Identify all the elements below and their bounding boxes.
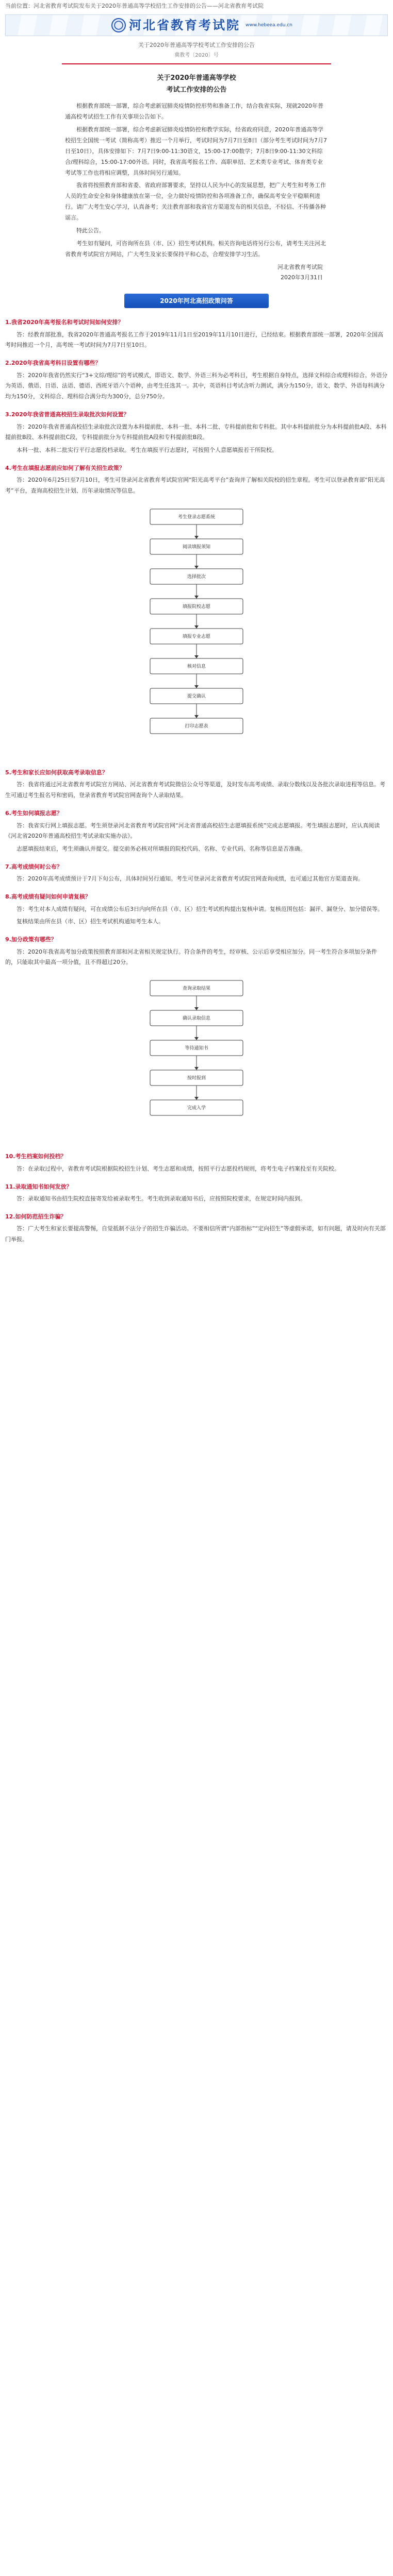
- flow1-arrowhead: [194, 596, 199, 599]
- question: 6.考生如何填报志愿？: [5, 810, 62, 817]
- question: 4.考生在填报志愿前应如何了解有关招生政策？: [5, 465, 125, 472]
- flow1-label: 选择批次: [187, 574, 206, 580]
- answer: 答：2020年高考成绩预计于7月下旬公布，具体时间另行通知。考生可登录河北省教育考试院官网查询成绩，也可通过其他官方渠道查询。: [17, 875, 364, 883]
- breadcrumb: 当前位置：河北省教育考试院发布关于2020年普通高等学校招生工作安排的公告——河北省教育考试院: [0, 0, 393, 12]
- flow2-label: 确认录取信息: [182, 1016, 211, 1022]
- flow1-arrowhead: [194, 685, 199, 688]
- flow1-label: 阅读填报须知: [182, 545, 211, 550]
- signature-date: 2020年3月31日: [281, 274, 323, 281]
- question: 11.录取通知书如何发放？: [5, 1183, 72, 1190]
- notice-paragraph: 根据教育部统一部署，综合考虑新冠肺炎疫情防控形势和准备工作，结合我省实际，现就2020年普通高校考试招生工作有关事项公告如下。: [65, 103, 323, 121]
- question: 8.高考成绩有疑问如何申请复核？: [5, 893, 91, 901]
- site-logo[interactable]: [111, 18, 292, 32]
- answer: 答：在录取过程中，省教育考试院根据院校招生计划、考生志愿和成绩，按照平行志愿投档规则，将考生电子档案投至有关院校。: [17, 1165, 340, 1172]
- flow2-label: 等待通知书: [185, 1046, 208, 1052]
- red-divider: [62, 63, 331, 64]
- notice-paragraph: 特此公告。: [76, 227, 105, 234]
- doc-number: 冀教考〔2020〕号: [174, 53, 219, 59]
- question: 1.我省2020年高考报名和考试时间如何安排？: [5, 319, 124, 326]
- question: 12.如何防范招生诈骗？: [5, 1213, 67, 1220]
- answer: 答：考生对本人成绩有疑问，可在成绩公布后3日内向所在县（市、区）招生考试机构提出复核申请。复核范围包括：漏评、漏登分、加分错误等。: [17, 905, 383, 912]
- qa-section-button[interactable]: 2020年河北高招政策问答: [124, 294, 269, 308]
- flow2-label: 查询录取结果: [182, 986, 211, 992]
- emblem-icon: [111, 18, 126, 32]
- answer: 志愿填报结束后，考生须确认并提交。提交前务必核对所填报的院校代码、名称、专业代码、名称等信息是否准确。: [17, 845, 306, 853]
- flow1-label: 填报专业志愿: [182, 634, 211, 640]
- flow1-label: 考生登录志愿系统: [177, 515, 216, 520]
- answer: 答：我省实行网上填报志愿。考生须登录河北省教育考试院官网“河北省普通高校招生志愿填报系统”完成志愿填报。考生填报志愿时，应认真阅读《河北省2020年普通高校招生考试录取实施办法》。: [5, 822, 380, 840]
- question: 5.考生和家长应如何获取高考录取信息？: [5, 769, 108, 776]
- answer: 答：录取通知书由招生院校直接寄发给被录取考生。考生收到录取通知书后，应按照院校要求，在规定时间内报到。: [17, 1195, 306, 1202]
- flow1-label: 填报院校志愿: [182, 604, 211, 610]
- page-footer: [0, 1247, 393, 1268]
- question: 10.考生档案如何投档？: [5, 1153, 67, 1160]
- qa-list: [0, 317, 393, 1245]
- flow1-arrowhead: [194, 566, 199, 569]
- answer: 答：2020年我省普通高校招生录取批次设置为本科提前批、本科一批、本科二批、专科提前批和专科批。其中本科提前批分为本科提前批A段、本科提前批B段、本科提前批C段，专科提前批分为专科提前批A段和专科提前批B段。: [5, 423, 387, 441]
- flow2-label: 完成入学: [187, 1106, 206, 1111]
- flow1-label: 提交确认: [187, 694, 206, 700]
- flow1-arrowhead: [194, 625, 199, 629]
- answer: 答：我省将通过河北省教育考试院官方网站、河北省教育考试院微信公众号等渠道，及时发布高考成绩、录取分数线以及各批次录取进程等信息。考生可通过考生报名号和密码，登录省教育考试院官网查询个人录取结果。: [5, 781, 385, 799]
- flow2-label: 按时报到: [187, 1076, 206, 1081]
- answer: 复核结果由所在县（市、区）招生考试机构通知考生本人。: [17, 918, 164, 925]
- notice-paragraph: 考生如有疑问，可咨询所在县（市、区）招生考试机构。相关咨询电话将另行公布，请考生关注河北省教育考试院官方网站，广大考生及家长要保持平和心态，合理安排学习生活。: [65, 240, 326, 258]
- question: 3.2020年我省普通高校招生录取批次如何设置？: [5, 411, 129, 418]
- flow2-arrowhead: [194, 1007, 199, 1010]
- logo-text: 河北省教育考试院: [129, 18, 240, 32]
- answer: 答：广大考生和家长要提高警惕，自觉抵制不法分子的招生诈骗活动。不要相信所谓“内部指标”“定向招生”等虚假承诺，如有问题，请及时向有关部门举报。: [5, 1225, 386, 1243]
- question: 7.高考成绩何时公布？: [5, 863, 62, 871]
- question: 2.2020年我省高考科目设置有哪些？: [5, 360, 101, 367]
- admission-flowchart: [99, 974, 294, 1144]
- flow2-arrowhead: [194, 1067, 199, 1070]
- signature-org: 河北省教育考试院: [277, 263, 323, 270]
- volunteer-flowchart: [99, 503, 294, 760]
- flow1-arrowhead: [194, 536, 199, 539]
- flow2-arrowhead: [194, 1037, 199, 1040]
- answer: 答：经教育部批准，我省2020年普通高考报名工作于2019年11月1日至2019年11月10日进行，已经结束。根据教育部统一部署，2020年全国高考时间推迟一个月，高考统一考试时间为7月7日至10日。: [5, 331, 383, 349]
- answer: 答：2020年我省仍然实行“3+文综/理综”的考试模式，即语文、数学、外语三科为必考科目，考生根据自身特点，选择文科综合或理科综合。外语分为英语、俄语、日语、法语、德语、西班牙语六个语种，由考生任选其一。其中，英语科目考试含听力测试，满分为150分，语文、数学、外语每科满分均为150分，文科综合、理科综合满分均为300分，总分750分。: [5, 371, 388, 400]
- notice-paragraph: 我省将按照教育部和省委、省政府部署要求，坚持以人民为中心的发展思想，把广大考生和考务工作人员的生命安全和身体健康放在第一位，全力做好疫情防控和各项准备工作，确保高考安全平稳顺利进行。请广大考生安心学习，认真备考；关注教育部和我省官方渠道发布的相关信息，不轻信、不传播各种谣言。: [65, 182, 326, 222]
- answer: 答：2020年我省高考加分政策按照教育部和河北省相关规定执行。符合条件的考生，经审核、公示后享受相应加分。同一考生符合多项加分条件的，只能取其中最高一项分值，且不得超过20分。: [5, 948, 377, 966]
- notice-subtitle: 考试工作安排的公告: [166, 86, 227, 94]
- flow1-label: 打印志愿表: [185, 724, 208, 730]
- flow1-arrowhead: [194, 655, 199, 658]
- answer: 本科一批、本科二批实行平行志愿投档录取。考生在填报平行志愿时，可按照个人意愿填报若干所院校。: [17, 447, 277, 454]
- org-line: 关于2020年普通高等学校考试工作安排的公告: [138, 42, 255, 48]
- flow2-arrowhead: [194, 1097, 199, 1100]
- flow1-arrowhead: [194, 715, 199, 718]
- question: 9.加分政策有哪些？: [5, 936, 57, 943]
- notice-paragraph: 根据教育部统一部署，综合考虑新冠肺炎疫情防控和教学实际，经省政府同意，2020年普通高等学校招生全国统一考试（简称高考）推迟一个月举行，考试时间为7月7日至8日（部分考生考试时间为7月7日至10日），具体安排如下：7月7日9:00-11:30语文，15:00-17:00数学；7月8日9:00-11:30文科综合/理科综合，15:00-17:00外语。同时，我省高考报名工作、高职单招、艺术类专业考试、体育类专业考试等工作也将相应调整，具体时间另行通知。: [65, 126, 327, 176]
- notice-body: [62, 70, 331, 283]
- site-banner: [5, 14, 388, 36]
- logo-domain: www.hebeea.edu.cn: [245, 23, 292, 28]
- flow1-label: 核对信息: [187, 664, 206, 670]
- notice-title: 关于2020年普通高等学校: [157, 74, 236, 82]
- answer: 答：2020年6月25日至7月10日，考生可登录河北省教育考试院官网“阳光高考平台”查询并了解相关院校的招生章程。考生可以登录教育部“阳光高考”平台，查询高校招生计划、历年录取情况等信息。: [5, 477, 385, 495]
